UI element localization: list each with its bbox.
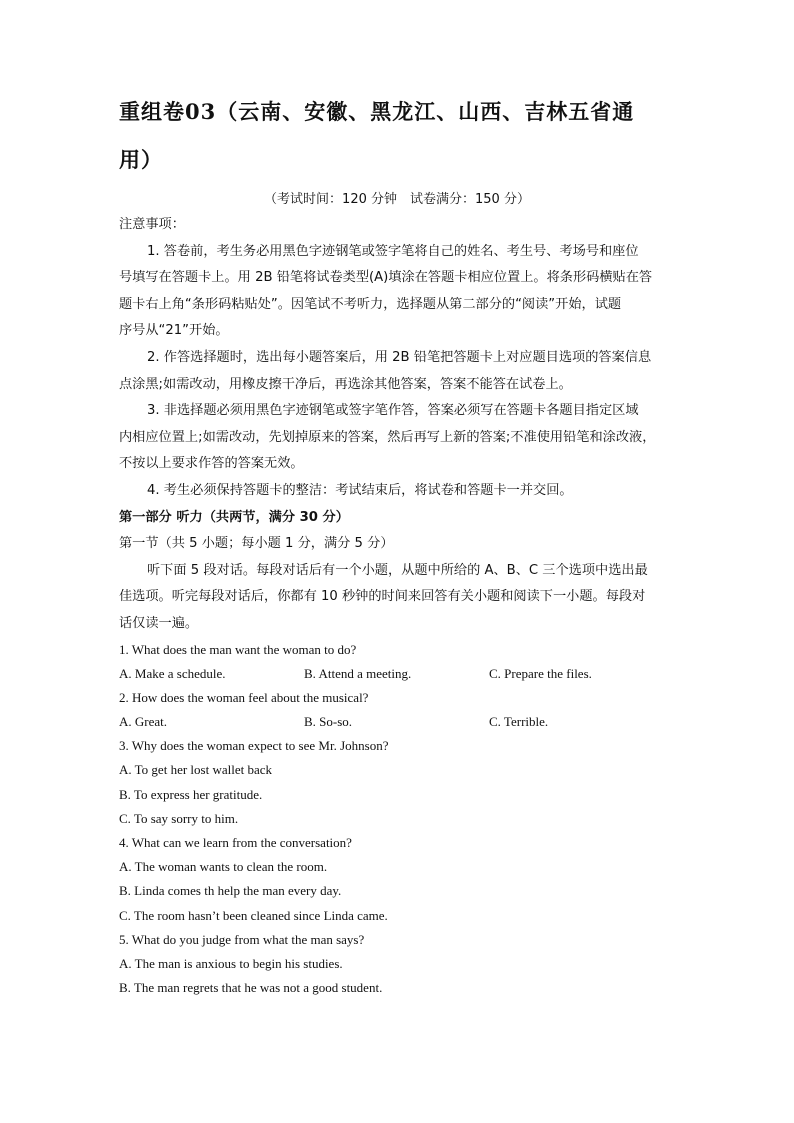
notice-line: 号填写在答题卡上。用 2B 铅笔将试卷类型(A)填涂在答题卡相应位置上。将条形码横贴在答	[119, 270, 653, 286]
exam-meta: （考试时间：120 分钟 试卷满分：150 分）	[264, 192, 530, 207]
option-a: A. Great.	[119, 714, 168, 730]
document-title	[119, 88, 689, 184]
option-b: B. Linda comes th help the man every day.	[119, 883, 342, 899]
part1-heading: 第一部分 听力（共两节，满分 30 分）	[119, 509, 349, 525]
question-4-stem: 4. What can we learn from the conversation?	[119, 835, 352, 850]
notice-line: 不按以上要求作答的答案无效。	[119, 456, 304, 472]
question-1-stem: 1. What does the man want the woman to do?	[119, 641, 357, 657]
question-2-options	[119, 710, 687, 734]
notice-line: 内相应位置上;如需改动，先划掉原来的答案，然后再写上新的答案;不准使用铅笔和涂改液，	[119, 429, 656, 445]
instruction-line: 佳选项。听完每段对话后，你都有 10 秒钟的时间来回答有关小题和阅读下一小题。每段对	[119, 589, 646, 605]
instruction-line: 话仅读一遍。	[119, 615, 199, 631]
option-b: B. To express her gratitude.	[119, 786, 263, 802]
question-2-stem: 2. How does the woman feel about the musical?	[119, 689, 369, 705]
notice-line: 题卡右上角“条形码粘贴处”。因笔试不考听力，选择题从第二部分的“阅读”开始，试题	[119, 296, 622, 312]
notice-line: 1. 答卷前，考生务必用黑色字迹钢笔或签字笔将自己的姓名、考生号、考场号和座位	[147, 243, 639, 259]
question-1-options	[119, 662, 687, 686]
option-c: C. Terrible.	[489, 714, 549, 730]
option-a: A. Make a schedule.	[119, 665, 226, 681]
notice-line: 3. 非选择题必须用黑色字迹钢笔或签字笔作答，答案必须写在答题卡各题目指定区域	[147, 403, 639, 419]
notice-line: 4. 考生必须保持答题卡的整洁：考试结束后，将试卷和答题卡一并交回。	[147, 482, 573, 498]
notice-heading: 注意事项：	[119, 217, 185, 232]
title-line-1: 重组卷03（云南、安徽、黑龙江、山西、吉林五省通	[119, 99, 635, 124]
instruction-line: 听下面 5 段对话。每段对话后有一个小题，从题中所给的 A、B、C 三个选项中选出最	[147, 562, 648, 578]
question-5-stem: 5. What do you judge from what the man says?	[119, 931, 365, 947]
option-c: C. The room hasn’t been cleaned since Linda came.	[119, 907, 388, 923]
option-b: B. Attend a meeting.	[304, 665, 412, 681]
option-b: B. The man regrets that he was not a good student.	[119, 980, 383, 996]
document-body	[119, 212, 687, 1000]
option-c: C. Prepare the files.	[489, 665, 592, 681]
option-c: C. To say sorry to him.	[119, 810, 239, 826]
option-b: B. So-so.	[304, 714, 353, 730]
notice-line: 点涂黑;如需改动，用橡皮擦干净后，再选涂其他答案，答案不能答在试卷上。	[119, 376, 572, 392]
notice-line: 序号从“21”开始。	[119, 323, 229, 339]
option-a: A. The woman wants to clean the room.	[119, 859, 328, 875]
question-3-stem: 3. Why does the woman expect to see Mr. Johnson?	[119, 738, 389, 754]
title-line-2: 用）	[119, 147, 163, 172]
option-a: A. The man is anxious to begin his studies.	[119, 955, 343, 971]
section1-heading: 第一节（共 5 小题；每小题 1 分，满分 5 分）	[119, 536, 394, 552]
notice-line: 2. 作答选择题时，选出每小题答案后，用 2B 铅笔把答题卡上对应题目选项的答案信息	[147, 349, 652, 365]
option-a: A. To get her lost wallet back	[119, 762, 273, 778]
